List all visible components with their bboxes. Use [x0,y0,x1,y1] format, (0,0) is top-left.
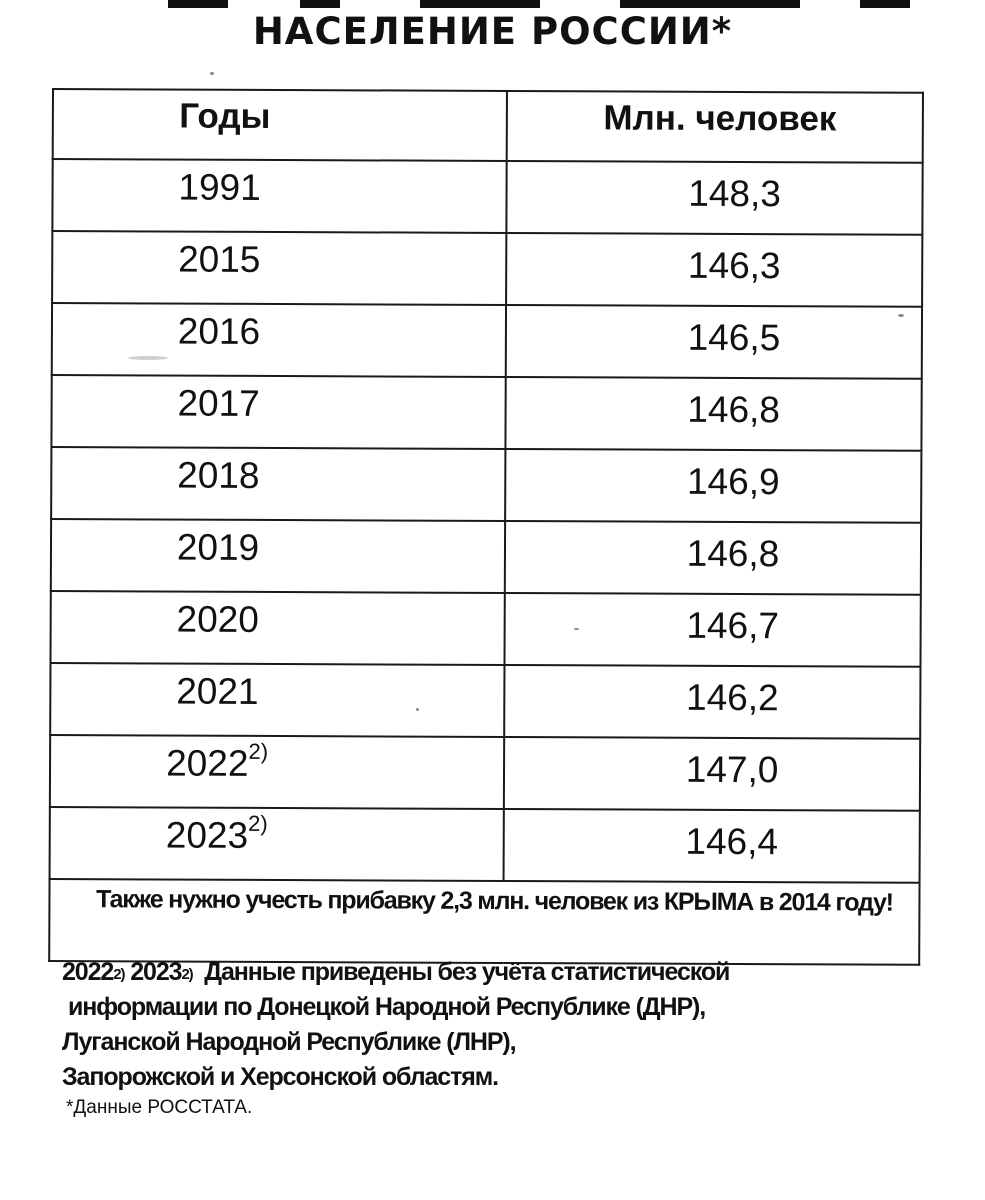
footnote-line-3: Луганской Народной Республике (ЛНР), [62,1028,516,1056]
table-row [52,159,922,235]
population-cell: 148,3 [506,161,922,235]
page-title: НАСЕЛЕНИЕ РОССИИ* [252,10,733,53]
header-years: Годы [53,89,507,161]
year-cell: 2019 [51,519,505,593]
population-cell: 146,9 [505,449,921,523]
year-cell: 2017 [51,375,505,449]
year-cell: 2018 [51,447,505,521]
year-cell: 2022$^{2)}$ [50,735,504,809]
year-cell: 2016 [52,303,506,377]
year-cell: 2020 [50,591,504,665]
year-cell: 2023$^{2)}$ [50,807,504,881]
population-table [48,88,924,966]
footnote [62,955,962,1095]
footnote-line-4: Запорожской и Херсонской областям. [62,1063,498,1091]
population-cell: 146,4 [504,809,920,883]
cut-off-heading-fragment [0,0,985,10]
year-cell: 2021 [50,663,504,737]
population-cell: 146,8 [505,377,921,451]
year-cell: 1991 [52,159,506,233]
table-note-row [49,879,919,965]
scan-speck [574,628,579,630]
header-population: Млн. человек [507,91,923,163]
scan-speck [128,356,168,360]
table-row [52,303,922,379]
table-row [50,591,920,667]
table-header-row [53,89,923,163]
year-cell: 2015 [52,231,506,305]
table-row [50,807,920,883]
population-cell: 146,5 [506,305,922,379]
population-table-container [48,88,924,966]
population-cell: 146,2 [504,665,920,739]
crimea-note: Также нужно учесть прибавку 2,3 млн. человек из КРЫМА в 2014 году! [49,879,919,965]
population-cell: 146,3 [506,233,922,307]
table-row [51,375,921,451]
population-cell: 146,7 [505,593,921,667]
scan-speck [210,72,214,75]
table-row [51,519,921,595]
table-row [50,663,920,739]
table-row [51,447,921,523]
table-row [52,231,922,307]
footnote-line-2: информации по Донецкой Народной Республике (ДНР), [68,993,706,1021]
population-cell: 147,0 [504,737,920,811]
population-cell: 146,8 [505,521,921,595]
scan-speck [416,708,419,711]
scan-speck [898,314,904,317]
source-note: *Данные РОССТАТА. [66,1097,253,1118]
table-body [49,159,922,965]
footnote-line-1: 2022$^{2)}$ 2023$^{2)}$ Данные приведены без учёта статистической [62,958,730,986]
table-row [50,735,920,811]
